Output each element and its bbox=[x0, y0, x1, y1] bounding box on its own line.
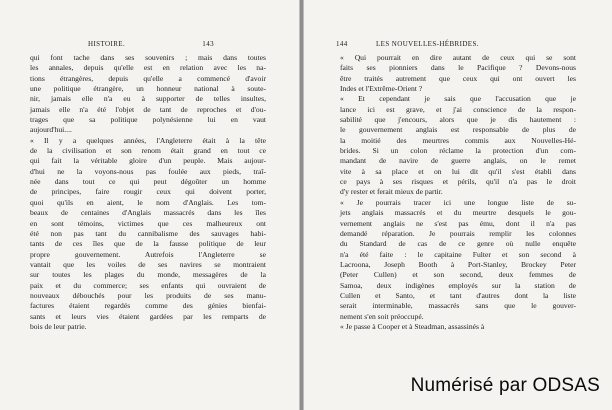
text-line: Samoa, deux indigènes employés sur la station de bbox=[340, 280, 576, 290]
text-line: nement s'en soit préoccupé. bbox=[340, 311, 424, 321]
text-line: faits ses pionniers dans le Pacifique ? Devons-nous bbox=[340, 63, 576, 73]
text-line: qui font tache dans ses souvenirs ; mais dans toutes bbox=[30, 53, 266, 62]
text-line: jets anglais massacrés et du meurtre desquels le gou- bbox=[340, 208, 576, 218]
text-line: factures étaient regardés comme des génies bienfai- bbox=[30, 301, 266, 311]
page-number: 144 bbox=[336, 40, 348, 48]
text-line: aujourd'hui.... bbox=[30, 125, 72, 135]
text-line: n'a été faite : le capitaine Fulter et son second à bbox=[340, 249, 576, 259]
text-line: vantait que les voiles de ses navires se montraient bbox=[30, 259, 266, 269]
text-line: vernement anglais ne s'est pas ému, dont il n'a pas bbox=[340, 218, 576, 228]
text-line: jamais elle n'a été l'objet de tant de reproches et d'ou- bbox=[30, 104, 266, 114]
text-line: Cullen et Santo, et tant d'autres dont la liste bbox=[340, 290, 576, 300]
text-line: serait interminable, massacrés sans que le gouver- bbox=[340, 301, 576, 311]
text-line: tions étrangères, depuis qu'elle a commencé d'avoir bbox=[30, 73, 266, 83]
text-line: nouveaux débouchés pour les produits de ses manu- bbox=[30, 290, 266, 300]
text-line: (Peter Cullen) et son second, deux femmes de bbox=[340, 270, 576, 280]
text-line: ce pays à ses risques et périls, qu'il n'a pas le droit bbox=[340, 177, 576, 187]
text-line: être traités autrement que ceux qui ont ouvert les bbox=[340, 73, 576, 83]
text-line: du Standard de cas de ce genre où nulle enquête bbox=[340, 239, 576, 249]
text-line: Lacroona, Joseph Booth à Port-Stanley, Brockey Peter bbox=[340, 259, 576, 269]
text-line: quoi qu'ils en aient, le nom d'Anglais. Les tom- bbox=[30, 197, 266, 207]
text-line: née dans tout ce qui peut dégoûter un homme bbox=[30, 177, 266, 187]
text-line: « Il y a quelques années, l'Angleterre était à la tête bbox=[30, 135, 266, 145]
text-line: demandé réparation. Je pourrais remplir les colonnes bbox=[340, 228, 576, 238]
text-line: qui fait la véritable gloire d'un peuple. Mais aujour- bbox=[30, 156, 266, 166]
text-line: « Je pourrais tracer ici une longue liste de su- bbox=[340, 197, 576, 207]
text-line: de principes, faire rougir ceux qui doivent porter, bbox=[30, 187, 266, 197]
left-page bbox=[0, 0, 300, 410]
text-line: propre gouvernement. Autrefois l'Angleterre se bbox=[30, 249, 266, 259]
text-line: beaux de centaines d'Anglais massacrés dans les îles bbox=[30, 208, 266, 218]
text-line: bois de leur patrie. bbox=[30, 321, 87, 331]
text-line: Indes et l'Extrême-Orient ? bbox=[340, 84, 423, 94]
text-line: en sont témoins, victimes que ces malheureux ont bbox=[30, 218, 266, 228]
text-line: d'y rester et ferait mieux de partir. bbox=[340, 187, 443, 197]
text-line: brides. Si un colon réclame la protection d'un com- bbox=[340, 146, 576, 156]
text-line: nir, jamais elle n'a eu à supporter de telles insultes, bbox=[30, 94, 266, 104]
right-page-body-text bbox=[340, 53, 576, 332]
text-line: lance ici est grave, et j'ai conscience de la respon- bbox=[340, 104, 576, 114]
text-line: de la civilisation et son renom était grand en tout ce bbox=[30, 146, 266, 156]
running-title: HISTOIRE. bbox=[88, 40, 126, 48]
digitization-watermark: Numérisé par ODSAS bbox=[410, 375, 600, 396]
left-page-body-text bbox=[30, 53, 266, 332]
text-line: « Et cependant je sais que l'accusation que je bbox=[340, 94, 576, 104]
text-line: sabilité que j'encours, alors que je dis hautement : bbox=[340, 115, 576, 125]
text-line: une politique étrangère, un honneur national à soute- bbox=[30, 84, 266, 94]
text-line: vite à sa place et on lui dit qu'il s'est établi dans bbox=[340, 166, 576, 176]
running-title: LES NOUVELLES-HÉBRIDES. bbox=[376, 40, 479, 48]
text-line: sur toutes les plages du monde, messagères de la bbox=[30, 270, 266, 280]
text-line: d'hui ne la voyons-nous pas foulée aux pieds, traî- bbox=[30, 166, 266, 176]
text-line: « Je passe à Cooper et à Steadman, assassinés à bbox=[340, 321, 485, 331]
page-number: 143 bbox=[202, 40, 214, 48]
text-line: tants de ces îles que de la fausse politique de leur bbox=[30, 239, 266, 249]
text-line: été non pas tant du cannibalisme des sauvages habi- bbox=[30, 228, 266, 238]
text-line: « Qui pourrait en dire autant de ceux qui se sont bbox=[340, 53, 576, 62]
text-line: le gouvernement anglais est responsable de plus de bbox=[340, 125, 576, 135]
text-line: paix et du commerce; ses enfants qui ouvraient de bbox=[30, 280, 266, 290]
right-page bbox=[303, 0, 612, 410]
text-line: sants et leurs vies étaient gardées par les remparts de bbox=[30, 311, 266, 321]
text-line: trages que sa politique polynésienne lui en vaut bbox=[30, 115, 266, 125]
text-line: mandant de navire de guerre anglais, on le remet bbox=[340, 156, 576, 166]
text-line: la moitié des meurtres commis aux Nouvelles-Hé- bbox=[340, 135, 576, 145]
text-line: les annales, depuis qu'elle est en relation avec les na- bbox=[30, 63, 266, 73]
